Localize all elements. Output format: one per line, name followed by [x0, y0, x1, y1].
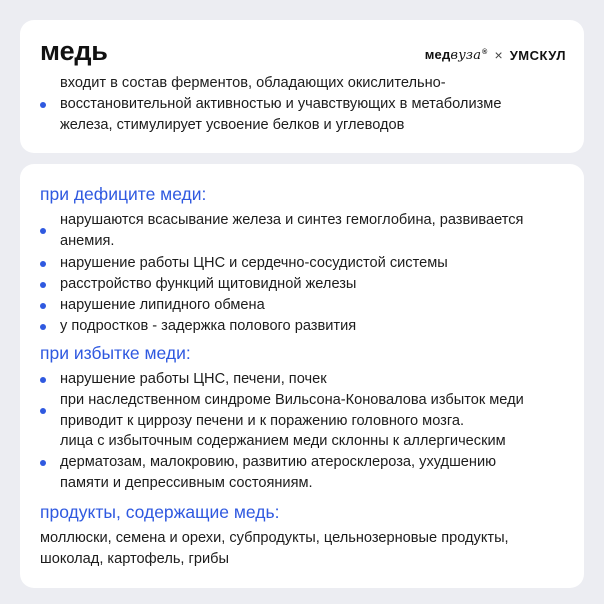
logo-medvuza: медвуза®: [424, 47, 488, 63]
logo-separator: ×: [494, 47, 503, 63]
content-card: [20, 164, 584, 588]
products-heading: продукты, содержащие медь:: [40, 502, 280, 522]
brand-logo: [425, 47, 566, 63]
list-item: нарушение работы ЦНС, печени, почек: [40, 369, 327, 390]
logo-umskul: УМСКУЛ: [509, 47, 566, 63]
excess-heading: при избытке меди:: [40, 343, 191, 363]
list-item: лица с избыточным содержанием меди склонны к аллергическим дерматозам, малокровию, развитию атеросклероза, ухудшению памяти и депрессивным состояниям.: [40, 431, 506, 494]
bullet-dot: [40, 228, 46, 234]
list-item: при наследственном синдроме Вильсона-Коновалова избыток меди приводит к циррозу печени и к поражению головного мозга.: [40, 390, 524, 432]
intro-text: входит в состав ферментов, обладающих окислительно- восстановительной активностью и учавствующих в метаболизме железа, стимулирует усвоение белков и углеводов: [60, 75, 502, 133]
bullet-dot: [40, 324, 46, 330]
header-card: [20, 20, 584, 153]
deficit-heading: при дефиците меди:: [40, 184, 207, 204]
list-item: нарушение липидного обмена: [40, 295, 265, 316]
intro-bullet: [40, 73, 501, 136]
bullet-dot: [40, 303, 46, 309]
list-item: нарушение работы ЦНС и сердечно-сосудистой системы: [40, 253, 448, 274]
bullet-dot: [40, 282, 46, 288]
bullet-dot: [40, 261, 46, 267]
bullet-dot: [40, 460, 46, 466]
page-title: медь: [40, 36, 108, 66]
products-text: моллюски, семена и орехи, субпродукты, цельнозерновые продукты, шоколад, картофель, грибы: [40, 530, 509, 567]
bullet-dot: [40, 102, 46, 108]
bullet-dot: [40, 408, 46, 414]
list-item: нарушаются всасывание железа и синтез гемоглобина, развивается анемия.: [40, 210, 523, 252]
list-item: у подростков - задержка полового развития: [40, 316, 356, 337]
bullet-dot: [40, 377, 46, 383]
list-item: расстройство функций щитовидной железы: [40, 274, 356, 295]
